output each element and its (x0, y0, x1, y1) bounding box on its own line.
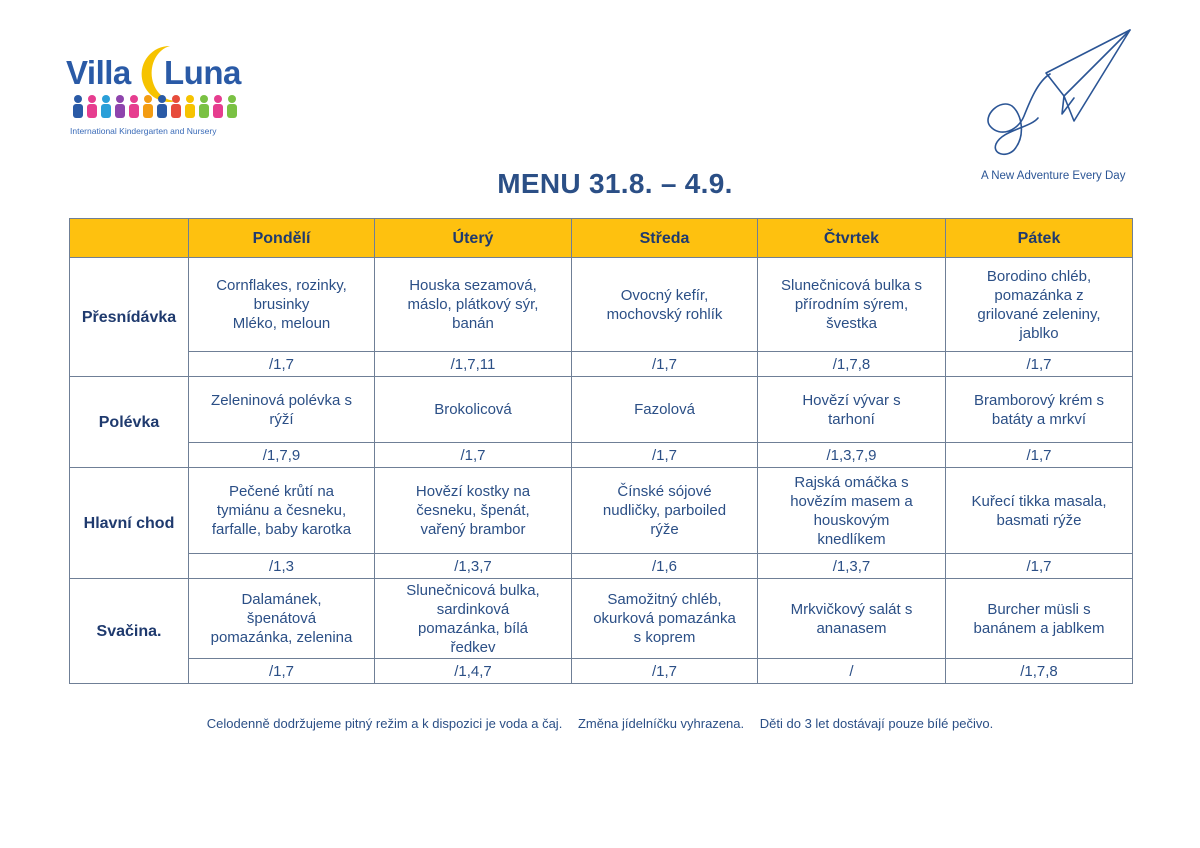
meal-cell-wednesday (572, 579, 758, 659)
meal-line: česneku, špenát, (416, 502, 530, 519)
paper-plane-icon (978, 26, 1138, 161)
logo (66, 44, 246, 140)
meal-line: houskovým (813, 511, 890, 529)
allergen-row (70, 659, 1133, 684)
meal-line: okurková pomazánka (593, 610, 736, 627)
meal-line: hovězím masem a (790, 492, 913, 510)
meal-line: Mléko, meloun (232, 315, 331, 332)
allergen-cell-wednesday: /1,7 (572, 352, 758, 377)
meal-type-label: Svačina. (70, 579, 189, 684)
meal-line: švestka (826, 315, 877, 332)
allergen-cell-wednesday: /1,6 (572, 554, 758, 579)
meal-line: Houska sezamová, (409, 277, 537, 294)
meal-line: Burcher müsli s (987, 600, 1091, 618)
meal-line: Kuřecí tikka masala, (971, 492, 1107, 510)
day-header-monday: Pondělí (189, 219, 375, 258)
allergen-cell-friday: /1,7,8 (946, 659, 1133, 684)
allergen-cell-monday: /1,7 (189, 659, 375, 684)
meal-cell-friday (946, 377, 1133, 443)
meal-line: banán (452, 315, 494, 332)
meal-cell-friday (946, 468, 1133, 554)
meal-type-label: Hlavní chod (70, 468, 189, 579)
day-header-friday: Pátek (946, 219, 1133, 258)
meal-cell-wednesday (572, 258, 758, 352)
meal-line: nudličky, parboiled (602, 502, 727, 519)
meal-line: Slunečnicová bulka s (781, 277, 922, 294)
menu-table (69, 218, 1133, 684)
allergen-cell-tuesday: /1,3,7 (375, 554, 572, 579)
table-row (70, 258, 1133, 352)
meal-cell-monday (189, 579, 375, 659)
meal-line: basmati rýže (996, 511, 1082, 529)
meal-line: ananasem (816, 619, 887, 637)
allergen-cell-thursday: /1,3,7 (758, 554, 946, 579)
allergen-cell-thursday: / (758, 659, 946, 684)
meal-line: Rajská omáčka s (794, 473, 909, 491)
meal-cell-wednesday (572, 468, 758, 554)
meal-type-label: Přesnídávka (70, 258, 189, 377)
meal-line: Samožitný chléb, (607, 591, 722, 608)
logo-subtitle: International Kindergarten and Nursery (70, 126, 217, 136)
tagline: A New Adventure Every Day (981, 170, 1126, 182)
meal-line: sardinková (436, 600, 510, 618)
day-header-thursday: Čtvrtek (758, 219, 946, 258)
meal-line: knedlíkem (817, 530, 886, 548)
allergen-row (70, 554, 1133, 579)
logo-word-villa: Villa (66, 54, 131, 91)
meal-line: brusinky (253, 296, 310, 313)
meal-line: Zeleninová polévka s (211, 391, 352, 409)
table-row (70, 468, 1133, 554)
meal-line: máslo, plátkový sýr, (407, 296, 539, 313)
meal-line: Hovězí vývar s (802, 391, 901, 409)
meal-line: špenátová (246, 610, 317, 627)
meal-line: grilované zeleniny, (977, 305, 1101, 323)
allergen-row (70, 443, 1133, 468)
meal-cell-monday (189, 377, 375, 443)
table-row (70, 377, 1133, 443)
meal-line: Cornflakes, rozinky, (216, 277, 347, 294)
allergen-cell-tuesday: /1,4,7 (375, 659, 572, 684)
corner-cell (70, 219, 189, 258)
day-header-tuesday: Úterý (375, 219, 572, 258)
meal-line: banánem a jablkem (973, 619, 1105, 637)
meal-line: rýže (650, 521, 679, 538)
meal-line: Slunečnicová bulka, (406, 581, 540, 599)
footer-note-bread: Děti do 3 let dostávají pouze bílé pečivo. (759, 716, 994, 731)
meal-line: rýží (269, 410, 294, 428)
meal-cell-friday (946, 579, 1133, 659)
meal-line: batáty a mrkví (991, 410, 1087, 428)
meal-cell-thursday (758, 377, 946, 443)
meal-line: pomazánka, bílá (417, 619, 529, 637)
allergen-cell-friday: /1,7 (946, 554, 1133, 579)
meal-line: Borodino chléb, (986, 267, 1092, 285)
meal-line: ředkev (450, 638, 496, 656)
meal-line: Pečené krůtí na (228, 483, 335, 500)
meal-cell-thursday (758, 258, 946, 352)
meal-cell-monday (189, 468, 375, 554)
meal-cell-tuesday (375, 377, 572, 443)
meal-cell-tuesday (375, 579, 572, 659)
meal-cell-monday (189, 258, 375, 352)
meal-cell-tuesday (375, 258, 572, 352)
meal-line: Bramborový krém s (973, 391, 1105, 409)
meal-line: jablko (1019, 324, 1059, 342)
meal-line: farfalle, baby karotka (211, 521, 352, 538)
meal-line: Dalamánek, (241, 591, 322, 608)
allergen-cell-monday: /1,3 (189, 554, 375, 579)
allergen-cell-wednesday: /1,7 (572, 443, 758, 468)
table-row (70, 579, 1133, 659)
allergen-row (70, 352, 1133, 377)
meal-line: vařený brambor (420, 521, 526, 538)
meal-line: mochovský rohlík (606, 305, 723, 323)
table-header-row (70, 219, 1133, 258)
footer-note-changes: Změna jídelníčku vyhrazena. (577, 716, 745, 731)
meal-line: Ovocný kefír, (620, 286, 709, 304)
meal-line: Čínské sójové (617, 483, 712, 500)
allergen-cell-thursday: /1,7,8 (758, 352, 946, 377)
allergen-cell-friday: /1,7 (946, 352, 1133, 377)
allergen-cell-monday: /1,7 (189, 352, 375, 377)
meal-line: Hovězí kostky na (415, 483, 531, 500)
meal-line: pomazánka z (994, 286, 1084, 304)
allergen-cell-tuesday: /1,7 (375, 443, 572, 468)
meal-line: tymiánu a česneku, (216, 502, 347, 519)
meal-line: přírodním sýrem, (794, 296, 909, 313)
children-figures-icon (72, 94, 240, 120)
meal-line: pomazánka, zelenina (210, 629, 353, 646)
meal-line: Fazolová (634, 401, 695, 418)
meal-cell-tuesday (375, 468, 572, 554)
meal-line: Brokolicová (434, 401, 512, 418)
meal-line: tarhoní (828, 410, 875, 428)
logo-word-luna: Luna (164, 54, 241, 91)
allergen-cell-thursday: /1,3,7,9 (758, 443, 946, 468)
meal-cell-friday (946, 258, 1133, 352)
allergen-cell-monday: /1,7,9 (189, 443, 375, 468)
allergen-cell-friday: /1,7 (946, 443, 1133, 468)
meal-cell-thursday (758, 579, 946, 659)
day-header-wednesday: Středa (572, 219, 758, 258)
meal-line: s koprem (633, 629, 696, 646)
meal-type-label: Polévka (70, 377, 189, 468)
allergen-cell-wednesday: /1,7 (572, 659, 758, 684)
meal-cell-thursday (758, 468, 946, 554)
allergen-cell-tuesday: /1,7,11 (375, 352, 572, 377)
meal-cell-wednesday (572, 377, 758, 443)
page-title: MENU 31.8. – 4.9. (497, 168, 733, 199)
footer-note-drinking: Celodenně dodržujeme pitný režim a k dispozici je voda a čaj. (206, 716, 563, 731)
footer-notes (0, 716, 1200, 731)
meal-line: Mrkvičkový salát s (790, 600, 913, 618)
